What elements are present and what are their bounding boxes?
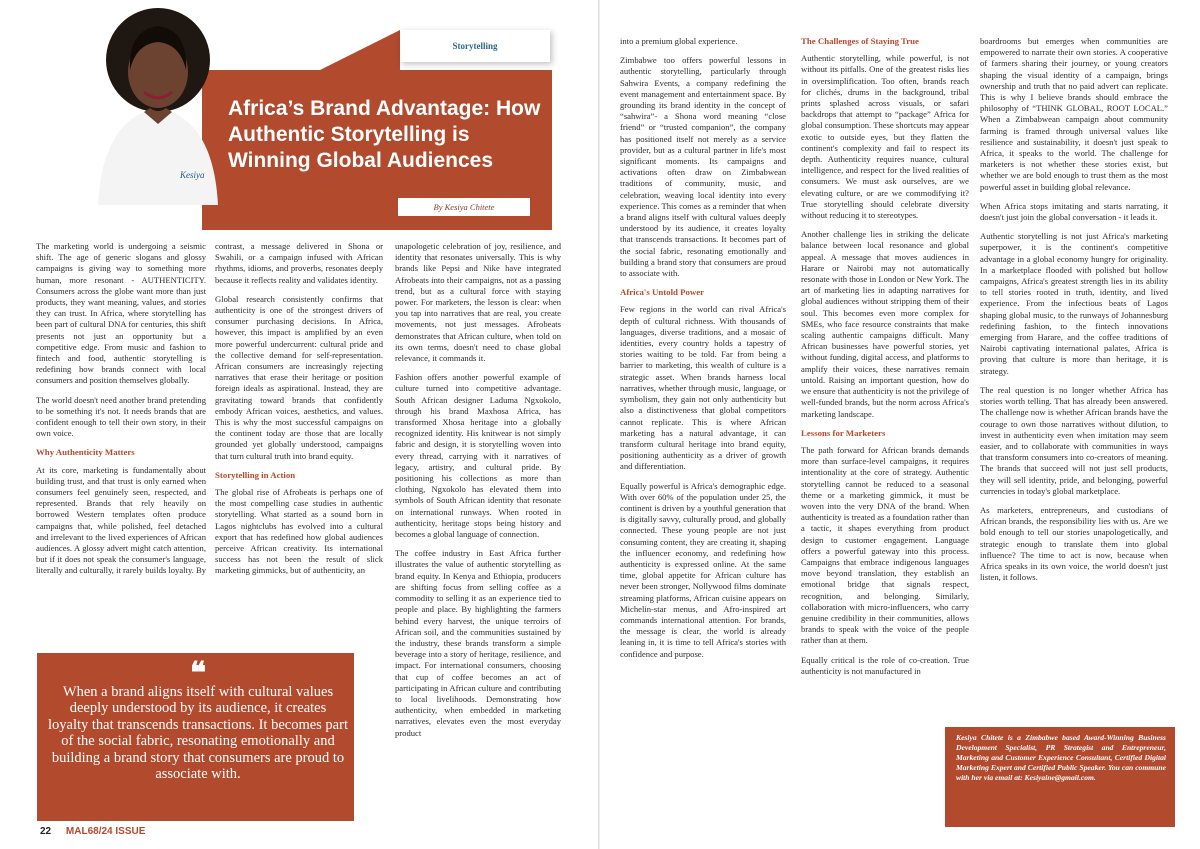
column-1 xyxy=(36,241,206,585)
spread-gutter xyxy=(598,0,600,849)
paragraph: Global research consistently confirms that authenticity is one of the strongest drivers of consumer purchasing decisions. In Africa, however, this impact is amplified by an even more powerful undercurrent: cultural pride and the collective demand for self-representation. African consumers are increasingly rejecting narratives that erase their heritage or position foreign ideals as aspirational. Instead, they are gravitating toward brands that confidently embody African voices, aesthetics, and values. This is why the most successful campaigns on the continent today are those that are locally grounded yet globally understood, campaigns that turn cultural truth into brand equity. xyxy=(215,293,383,461)
issue-label: MAL68/24 ISSUE xyxy=(65,826,146,837)
paragraph: The path forward for African brands demands more than surface-level campaigns, it requires intentionality at the core of strategy. Authentic storytelling cannot be reduced to a seasonal theme or a marketing gimmick, it must be woven into the very DNA of the brand. When authenticity is treated as a foundation rather than a tactic, it shapes everything from product design to customer engagement. Language offers a powerful gateway into this process. Campaigns that embrace indigenous languages move beyond translation, they establish an emotional bridge that signals respect, recognition, and belonging. Similarly, collaboration with micro-influencers, who carry genuine credibility in their communities, allows brands to speak with the voice of the people rather than at them. xyxy=(801,444,969,646)
paragraph: Equally critical is the role of co-creation. True authenticity is not manufactured in xyxy=(801,654,969,676)
quote-icon: ❝ xyxy=(190,657,207,690)
column-4 xyxy=(620,36,786,668)
author-bio: Kesiya Chitete is a Zimbabwe based Award-Winning Business Development Specialist, PR Strategist and Entrepreneur, Marketing and Customer Experience Consultant, Certified Digital Marketing Expert and Certified Public Speaker. You can commune with her via email at: Kesiyaine@gmail.com. xyxy=(956,733,1166,782)
paragraph: The real question is no longer whether Africa has stories worth telling. That has already been answered. The challenge now is whether African brands have the courage to own those narratives without dilution, to invest in authenticity even when imitation may seem easier, and to collaborate with communities in ways that transform consumers into co-creators of meaning. The brands that succeed will not just sell products, they will sell identity, pride, and belonging, powerful currencies in today's global marketplace. xyxy=(980,384,1168,496)
subheading: Lessons for Marketers xyxy=(801,427,886,438)
paragraph: Authentic storytelling is not just Africa's marketing superpower, it is the continent's competitive advantage in a global economy hungry for originality. In a marketplace flooded with polished but hollow campaigns, Africa's greatest strength lies in its ability to tell stories rooted in truth, identity, and lived experience. From the infectious beats of Lagos shaping global music, to the runways of Johannesburg redefining fashion, to the fintech innovations emerging from Harare, and the coffee traditions of Nairobi captivating international palates, Africa is proving that culture is more than heritage, it is strategy. xyxy=(980,231,1168,376)
pull-quote: When a brand aligns itself with cultural values deeply understood by its audience, it creates loyalty that transcends transactions. It becomes part of the social fabric, resonating emotionally and building a brand story that consumers are proud to associate with. xyxy=(48,684,348,783)
column-2 xyxy=(215,241,383,585)
subheading: Why Authenticity Matters xyxy=(36,447,135,458)
paragraph: into a premium global experience. xyxy=(620,36,738,46)
paragraph: Equally powerful is Africa's demographic edge. With over 60% of the population under 25, the continent is driven by a youthful generation that is digitally savvy, culturally proud, and globally connected. These young people are not just consuming content, they are creating it, shaping the influencer economy, and redefining how authenticity is expressed online. At the same time, global appetite for African culture has never been stronger, Nollywood films dominate streaming platforms, African cuisine appears on Michelin-star menus, and Afro-inspired art commands international attention. For brands, the message is clear, the world is already leaning in, it is time to tell Africa's stories with confidence and purpose. xyxy=(620,480,786,659)
column-5 xyxy=(801,36,969,685)
paragraph: The global rise of Afrobeats is perhaps one of the most compelling case studies in authentic storytelling. What started as a sound born in Lagos nightclubs has evolved into a cultural export that has redefined how global audiences perceive African creativity. Its international success has not been the result of slick marketing gimmicks, but of authenticity, an xyxy=(215,487,383,576)
photo-badge: Kesiya xyxy=(180,170,205,180)
column-3 xyxy=(395,241,561,747)
subheading: The Challenges of Staying True xyxy=(801,36,919,46)
paragraph: Authentic storytelling, while powerful, is not without its pitfalls. One of the greatest risks lies in oversimplification. Too often, brands reach for clichés, drums in the background, tribal prints splashed across visuals, or safari backdrops that attempt to “package” Africa for global consumption. These shortcuts may appear exotic to outside eyes, but they flatten the continent's complexity and fail to respect its depth. Authenticity requires nuance, cultural intelligence, and respect for the lived realities of consumers. We must ask ourselves, are we elevating culture, or are we commodifying it? True storytelling should celebrate diversity without reducing it to stereotypes. xyxy=(801,53,969,221)
page-number: 22 xyxy=(40,826,52,837)
paragraph: The world doesn't need another brand pretending to be something it's not. It needs brands that are confident enough to tell their own story, in their own voice. xyxy=(36,394,206,439)
article-title: Africa’s Brand Advantage: How Authentic Storytelling is Winning Global Audiences xyxy=(228,97,541,172)
paragraph: When Africa stops imitating and starts narrating, it doesn't just join the global conversation - it leads it. xyxy=(980,200,1168,223)
paragraph: The marketing world is undergoing a seismic shift. The age of generic slogans and glossy campaigns is giving way to something more human, more resonant - AUTHENTICITY. Consumers across the globe want more than just products, they want meaning, values, and stories they can trust. In Africa, where storytelling has been part of cultural DNA for centuries, this shift presents not just an opportunity but a competitive edge. From music and fashion to fintech and food, authentic storytelling is redefining how brands connect with local consumers and position themselves globally. xyxy=(36,241,206,386)
subheading: Storytelling in Action xyxy=(215,469,296,480)
paragraph: unapologetic celebration of joy, resilience, and identity that resonates universally. This is why brands like Pepsi and Nike have integrated Afrobeats into their campaigns, not as a passing trend, but as a cultural force with staying power. For marketers, the lesson is clear: when you tap into narratives that are real, you create movements, not just messages. Afrobeats demonstrates that African culture, when told on its own terms, doesn't need to chase global relevance, it commands it. xyxy=(395,241,561,364)
column-6 xyxy=(980,36,1168,591)
paragraph: At its core, marketing is fundamentally about building trust, and that trust is only earned when consumers feel genuinely seen, respected, and represented. Brands that rely heavily on borrowed Western templates often produce campaigns that, while polished, feel detached and irrelevant to the lived experiences of African audiences. A glossy advert might catch attention, but if it does not speak the consumer's language, literally and culturally, it rarely builds loyalty. By xyxy=(36,464,207,576)
section-label: Storytelling xyxy=(452,41,498,51)
author-photo xyxy=(88,0,228,205)
author-byline: By Kesiya Chitete xyxy=(398,198,530,216)
paragraph: boardrooms but emerges when communities are empowered to narrate their own stories. A cooperative of farmers sharing their journey, or young creators shaping the visual identity of a campaign, brings ownership and truth that no paid advert can replicate. This is why I believe brands should embrace the philosophy of “THINK GLOBAL, ROOT LOCAL.” When a Zimbabwean campaign about community farming is framed through universal values like resilience and sustainability, it doesn't just speak to Africa, it speaks to the world. The challenge for marketers is not whether these stories exist, but whether we are bold enough to trust them as the most powerful asset in building global relevance. xyxy=(980,36,1168,192)
paragraph: Few regions in the world can rival Africa's depth of cultural richness. With thousands of languages, diverse traditions, and a mosaic of identities, every country holds a tapestry of stories waiting to be told. Far from being a barrier to marketing, this wealth of culture is a strategic asset. When brands harness local narratives, whether through music, language, or symbolism, they gain not only authenticity but also a distinctiveness that global competitors cannot replicate. This is where African marketing has a natural advantage, it can transform cultural heritage into brand equity, positioning authenticity as a driver of growth and differentiation. xyxy=(620,304,786,472)
subheading: Africa's Untold Power xyxy=(620,287,705,298)
paragraph: The coffee industry in East Africa further illustrates the value of authentic storytelling as brand equity. In Kenya and Ethiopia, producers are shifting focus from selling coffee as a commodity to selling it as an experience tied to people and place. By highlighting the farmers behind every harvest, the unique terroirs of African soil, and the communities sustained by the industry, these brands transform a simple beverage into a story of heritage, resilience, and impact. For international consumers, choosing that cup of coffee becomes an act of participating in African culture and contributing to local livelihoods. Demonstrating how authenticity, when embedded in marketing narratives, elevates even the most everyday product xyxy=(395,548,561,738)
paragraph: Another challenge lies in striking the delicate balance between local resonance and global appeal. A message that moves audiences in Harare or Nairobi may not automatically resonate with those in London or New York. The art of marketing lies in adapting narratives for global audiences without stripping them of their soul. This becomes even more complex for SMEs, who face resource constraints that make scaling authentic campaigns difficult. Many African businesses have powerful stories, yet without funding, digital access, and platforms to amplify their voices, these narratives remain untold. Raising an important question, how do we ensure that authenticity is not the privilege of well-funded brands, but the norm across Africa's marketing landscape. xyxy=(801,229,970,419)
paragraph: Fashion offers another powerful example of culture turned into competitive advantage. South African designer Laduma Ngxokolo, through his brand Maxhosa Africa, has transformed Xhosa heritage into a globally recognized identity. His knitwear is not simply fabric and design, it is storytelling woven into every thread, carrying with it narratives of legacy, artistry, and cultural pride. By positioning his collections as more than clothing, Ngxokolo has elevated them into symbols of South African identity that resonate on international runways. When rooted in authenticity, heritage stops being history and becomes a global language of connection. xyxy=(395,372,561,540)
header-ribbon-fold xyxy=(320,30,400,70)
paragraph: Zimbabwe too offers powerful lessons in authentic storytelling, particularly through Sahwira Events, a company redefining the event management and entertainment space. By grounding its brand identity in the concept of “sahwira”- a Shona word meaning “close friend” or “trusted companion”, the company has positioned itself not merely as a service provider, but as a cultural partner in life's most significant moments. Its campaigns and activations often draw on Zimbabwean traditions of community, music, and celebration, weaving local identity into every experience. This comes as a reminder that when a brand aligns itself with cultural values deeply understood by its audience, it creates loyalty that transcends transactions. It becomes part of the social fabric, resonating emotionally and building a brand story that consumers are proud to associate with. xyxy=(620,55,786,279)
page-footer xyxy=(40,826,145,837)
paragraph: contrast, a message delivered in Shona or Swahili, or a campaign infused with African rhythms, idioms, and proverbs, resonates deeply because it reflects reality and validates identity. xyxy=(215,241,383,285)
section-tag xyxy=(400,30,550,62)
paragraph: As marketers, entrepreneurs, and custodians of African brands, the responsibility lies with us. Are we bold enough to tell our stories unapologetically, and strategic enough to translate them into global influence? The time to act is now, because when Africa speaks in its own voice, the world doesn't just listen, it follows. xyxy=(980,504,1168,583)
